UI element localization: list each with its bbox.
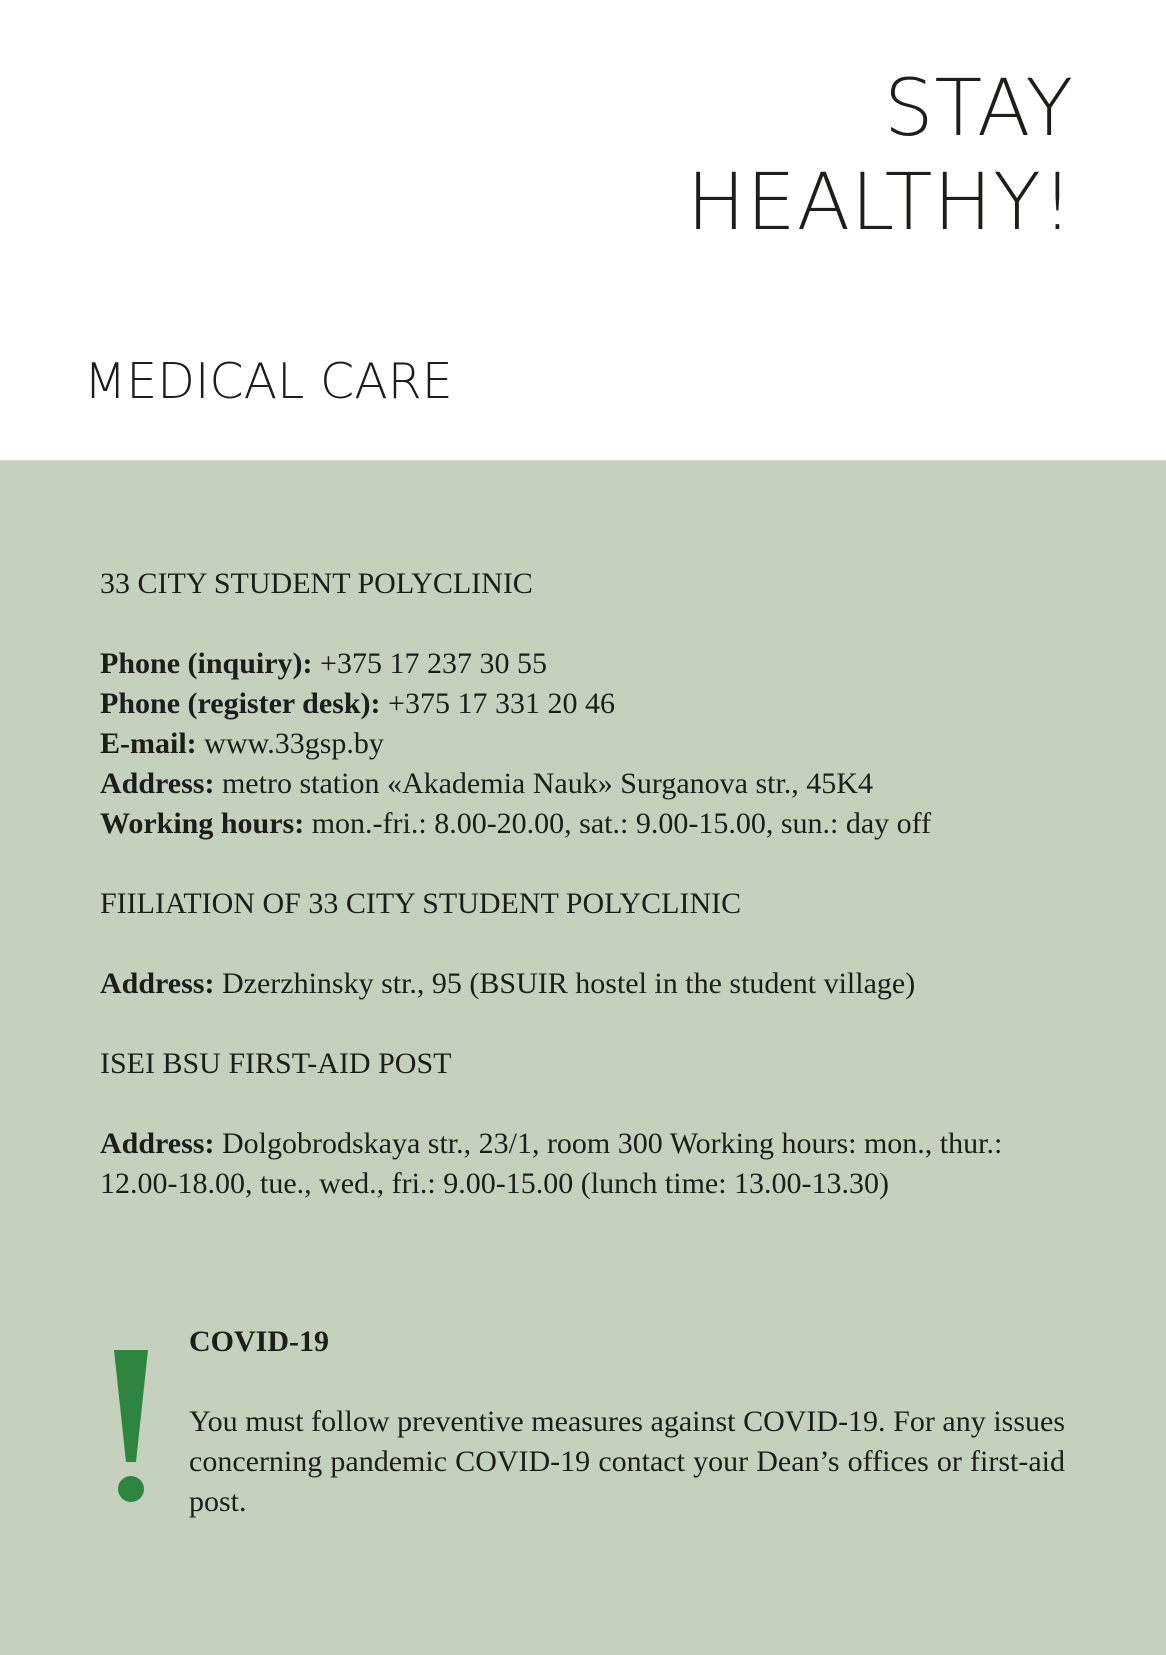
filiation-name: FIILIATION OF 33 CITY STUDENT POLYCLINIC — [100, 887, 742, 920]
page-title — [687, 62, 1074, 250]
working-hours-row — [100, 804, 1060, 844]
covid-notice — [189, 1322, 1065, 1522]
covid-text: You must follow preventive measures against COVID-19. For any issues concerning pandemic COVID-19 contact your Dean’s offices or first-aid post. — [189, 1405, 1065, 1518]
phone-register-value: +375 17 331 20 46 — [380, 687, 615, 720]
exclamation-dot — [118, 1476, 144, 1502]
page-title-line-2: HEALTHY! — [686, 158, 1074, 248]
phone-register-row — [100, 684, 1060, 724]
filiation-address-row — [100, 964, 1060, 1004]
email-label: E-mail: — [100, 727, 197, 760]
first-aid-address-row — [100, 1124, 1060, 1204]
filiation-address-value: Dzerzhinsky str., 95 (BSUIR hostel in the student village) — [214, 967, 916, 1000]
filiation-address-label: Address: — [100, 967, 215, 1000]
exclamation-icon — [110, 1350, 152, 1505]
address-value: metro station «Akademia Nauk» Surganova str., 45K4 — [214, 767, 873, 800]
section-title: MEDICAL CARE — [84, 353, 453, 410]
first-aid-address-value: Dolgobrodskaya str., 23/1, room 300 Working hours: mon., thur.: 12.00-18.00, tue., wed., fri.: 9.00-15.00 (lunch time: 13.00-13.30) — [100, 1127, 1003, 1200]
email-row — [100, 724, 1060, 764]
email-value: www.33gsp.by — [196, 727, 384, 760]
page-title-line-1: STAY — [883, 64, 1074, 154]
phone-inquiry-label: Phone (inquiry): — [100, 647, 313, 680]
address-row — [100, 764, 1060, 804]
address-label: Address: — [100, 767, 215, 800]
working-hours-value: mon.-fri.: 8.00-20.00, sat.: 9.00-15.00, sun.: day off — [304, 807, 932, 840]
first-aid-name: ISEI BSU FIRST-AID POST — [100, 1047, 452, 1080]
clinic-info — [100, 564, 1060, 1204]
exclamation-bar — [114, 1350, 148, 1462]
phone-inquiry-row — [100, 644, 1060, 684]
working-hours-label: Working hours: — [100, 807, 305, 840]
phone-register-label: Phone (register desk): — [100, 687, 381, 720]
first-aid-address-label: Address: — [100, 1127, 215, 1160]
covid-heading: COVID-19 — [189, 1325, 329, 1358]
polyclinic-name: 33 CITY STUDENT POLYCLINIC — [100, 567, 533, 600]
phone-inquiry-value: +375 17 237 30 55 — [312, 647, 547, 680]
